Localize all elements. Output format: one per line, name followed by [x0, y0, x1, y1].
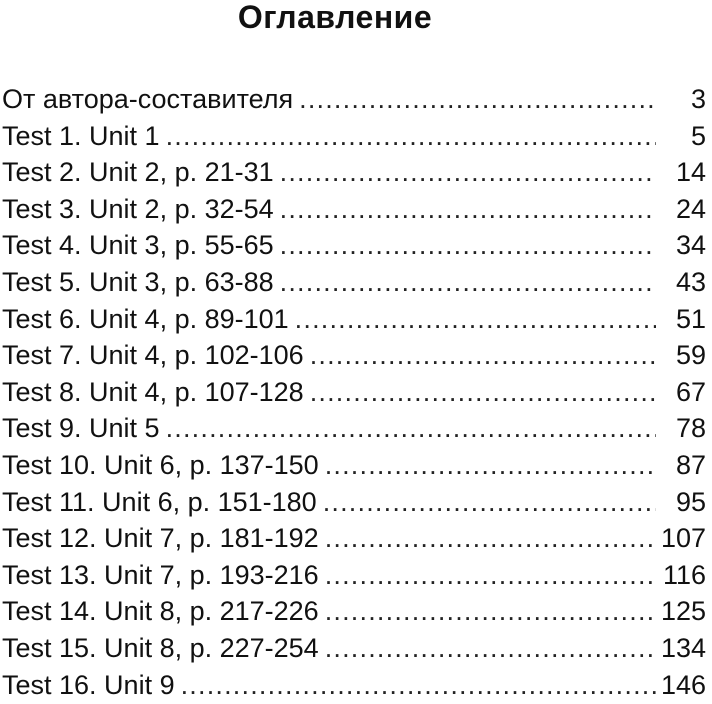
dot-leader [299, 81, 656, 118]
toc-entry [2, 630, 706, 667]
entry-page-number: 78 [675, 413, 706, 444]
entry-title: Test 11. Unit 6, p. 151-180 [2, 486, 317, 517]
dot-leader [280, 264, 656, 301]
entry-page-number: 59 [675, 340, 706, 371]
page-title: Оглавление [237, 0, 433, 35]
entry-title: От автора-составителя [2, 84, 294, 114]
toc-entry [2, 520, 706, 557]
table-of-contents [2, 81, 706, 703]
toc-entry [2, 484, 706, 521]
entry-page-number: 125 [660, 596, 706, 627]
dot-leader [325, 520, 656, 557]
toc-entry [2, 410, 706, 447]
toc-entry [2, 227, 706, 264]
entry-title: Test 14. Unit 8, p. 217-226 [2, 596, 319, 627]
entry-title: Test 5. Unit 3, p. 63-88 [2, 266, 274, 297]
toc-entry [2, 191, 706, 228]
dot-leader [325, 557, 656, 594]
dot-leader [166, 118, 656, 155]
dot-leader [166, 410, 656, 447]
dot-leader [295, 301, 656, 338]
toc-entry [2, 337, 706, 374]
entry-title: Test 2. Unit 2, p. 21-31 [2, 157, 274, 188]
toc-entry [2, 557, 706, 594]
entry-page-number: 24 [675, 193, 706, 224]
toc-entry [2, 81, 706, 118]
entry-page-number: 95 [675, 486, 706, 517]
entry-page-number: 14 [675, 157, 706, 188]
entry-title: Test 9. Unit 5 [2, 413, 160, 444]
entry-title: Test 4. Unit 3, p. 55-65 [2, 230, 274, 261]
dot-leader [325, 593, 656, 630]
entry-page-number: 146 [660, 669, 706, 700]
entry-page-number: 116 [662, 559, 706, 590]
dot-leader [280, 227, 656, 264]
dot-leader [310, 374, 656, 411]
toc-entry [2, 264, 706, 301]
entry-page-number: 43 [675, 266, 706, 297]
entry-page-number: 67 [675, 376, 706, 407]
entry-title: Test 10. Unit 6, p. 137-150 [2, 449, 319, 480]
entry-title: Test 15. Unit 8, p. 227-254 [2, 632, 319, 663]
dot-leader [181, 667, 656, 704]
entry-title: Test 7. Unit 4, p. 102-106 [2, 340, 304, 371]
toc-entry [2, 301, 706, 338]
entry-title: Test 1. Unit 1 [2, 120, 160, 151]
entry-page-number: 34 [675, 230, 706, 261]
toc-entry [2, 593, 706, 630]
entry-page-number: 134 [660, 632, 706, 663]
entry-page-number: 87 [675, 449, 706, 480]
dot-leader [280, 154, 656, 191]
toc-entry [2, 667, 706, 704]
entry-page-number: 107 [660, 523, 706, 554]
dot-leader [323, 484, 656, 521]
entry-title: Test 12. Unit 7, p. 181-192 [2, 523, 319, 554]
dot-leader [325, 630, 656, 667]
dot-leader [280, 191, 656, 228]
entry-title: Test 3. Unit 2, p. 32-54 [2, 193, 274, 224]
toc-entry [2, 447, 706, 484]
dot-leader [310, 337, 656, 374]
entry-title: Test 6. Unit 4, p. 89-101 [2, 303, 289, 334]
toc-entry [2, 118, 706, 155]
entry-title: Test 16. Unit 9 [2, 669, 175, 700]
entry-title: Test 8. Unit 4, p. 107-128 [2, 376, 304, 407]
entry-page-number: 51 [675, 303, 706, 334]
entry-page-number: 3 [690, 84, 706, 114]
entry-title: Test 13. Unit 7, p. 193-216 [2, 559, 319, 590]
toc-entry [2, 374, 706, 411]
entry-page-number: 5 [690, 120, 706, 151]
toc-entry [2, 154, 706, 191]
dot-leader [325, 447, 656, 484]
